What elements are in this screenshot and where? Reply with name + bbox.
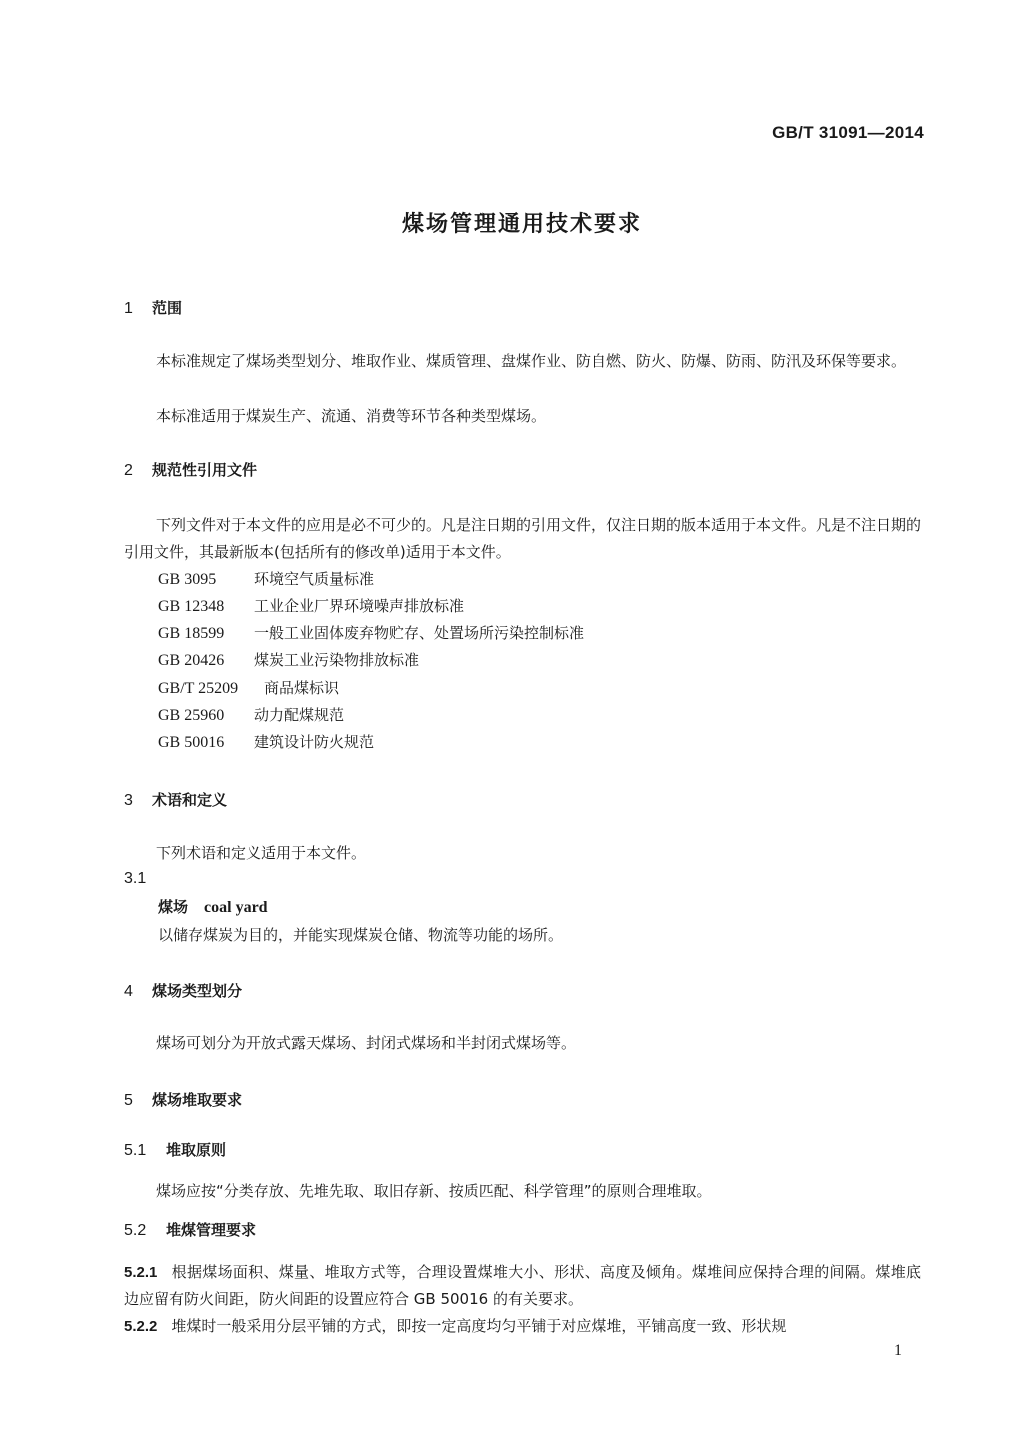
- page-number: 1: [894, 1342, 902, 1359]
- section-5-2-heading: [124, 1219, 256, 1240]
- section-3-paragraph-1: 下列术语和定义适用于本文件。: [156, 844, 367, 862]
- section-1-paragraph-2: 本标准适用于煤炭生产、流通、消费等环节各种类型煤场。: [156, 407, 547, 425]
- section-5-1-paragraph-1: 煤场应按“分类存放、先堆先取、取旧存新、按质匹配、科学管理”的原则合理堆取。: [156, 1182, 712, 1200]
- clause-number: 5.2.1: [124, 1264, 158, 1281]
- reference-code: GB 12348: [158, 598, 225, 615]
- reference-code: GB 18599: [158, 625, 225, 642]
- section-1-paragraph-1: 本标准规定了煤场类型划分、堆取作业、煤质管理、盘煤作业、防自燃、防火、防爆、防雨、防汛及环保等要求。: [156, 352, 907, 370]
- reference-item: [158, 622, 584, 643]
- section-number: 5: [124, 1092, 133, 1109]
- reference-item: [158, 595, 464, 616]
- section-title: 堆取原则: [166, 1141, 227, 1159]
- document-title: 煤场管理通用技术要求: [401, 212, 642, 237]
- reference-name: 环境空气质量标准: [254, 570, 375, 588]
- section-1-heading: [124, 297, 182, 318]
- reference-code: GB 3095: [158, 571, 217, 588]
- reference-code: GB 25960: [158, 707, 225, 724]
- section-number: 1: [124, 300, 133, 317]
- clause-5-2-1: [124, 1259, 921, 1313]
- section-4-paragraph-1: 煤场可划分为开放式露天煤场、封闭式煤场和半封闭式煤场等。: [156, 1034, 577, 1052]
- section-title: 煤场堆取要求: [152, 1091, 243, 1109]
- term-english: coal yard: [204, 899, 268, 916]
- clause-text: 根据煤场面积、煤量、堆取方式等，合理设置煤堆大小、形状、高度及倾角。煤堆间应保持合理的间隔。煤堆底边应留有防火间距，防火间距的设置应符合 GB 50016 的有关要求。: [124, 1263, 921, 1308]
- clause-number: 3.1: [124, 870, 147, 887]
- reference-name: 煤炭工业污染物排放标准: [254, 651, 420, 669]
- term-chinese: 煤场: [158, 898, 189, 916]
- reference-name: 商品煤标识: [264, 679, 340, 697]
- section-title: 规范性引用文件: [152, 461, 258, 479]
- reference-name: 建筑设计防火规范: [254, 733, 375, 751]
- reference-item: [158, 704, 344, 725]
- clause-number: 5.2.2: [124, 1318, 158, 1335]
- reference-name: 动力配煤规范: [254, 706, 345, 724]
- section-3-heading: [124, 789, 227, 810]
- section-number: 3: [124, 792, 133, 809]
- section-title: 堆煤管理要求: [166, 1221, 257, 1239]
- section-number: 4: [124, 983, 133, 1000]
- section-number: 5.1: [124, 1142, 147, 1159]
- standard-code: GB/T 31091—2014: [772, 123, 924, 142]
- reference-code: GB 20426: [158, 652, 225, 669]
- reference-item: [158, 649, 419, 670]
- section-4-heading: [124, 980, 242, 1001]
- section-title: 煤场类型划分: [152, 982, 243, 1000]
- section-title: 术语和定义: [152, 791, 228, 809]
- section-title: 范围: [152, 299, 183, 317]
- section-5-heading: [124, 1089, 242, 1110]
- reference-name: 一般工业固体废弃物贮存、处置场所污染控制标准: [254, 624, 585, 642]
- reference-name: 工业企业厂界环境噪声排放标准: [254, 597, 465, 615]
- reference-code: GB/T 25209: [158, 680, 239, 697]
- reference-item: [158, 568, 374, 589]
- reference-item: [158, 677, 339, 698]
- section-2-paragraph-1: 下列文件对于本文件的应用是必不可少的。凡是注日期的引用文件，仅注日期的版本适用于本文件。凡是不注日期的引用文件，其最新版本(包括所有的修改单)适用于本文件。: [124, 516, 922, 561]
- term-definition: 以储存煤炭为目的，并能实现煤炭仓储、物流等功能的场所。: [158, 926, 564, 944]
- section-number: 2: [124, 462, 133, 479]
- section-number: 5.2: [124, 1222, 147, 1239]
- reference-code: GB 50016: [158, 734, 225, 751]
- section-5-1-heading: [124, 1139, 226, 1160]
- term-entry: [158, 896, 268, 917]
- reference-item: [158, 731, 374, 752]
- section-2-heading: [124, 459, 257, 480]
- clause-5-2-2: [124, 1313, 921, 1340]
- clause-text: 堆煤时一般采用分层平铺的方式，即按一定高度均匀平铺于对应煤堆，平铺高度一致、形状规: [171, 1317, 787, 1335]
